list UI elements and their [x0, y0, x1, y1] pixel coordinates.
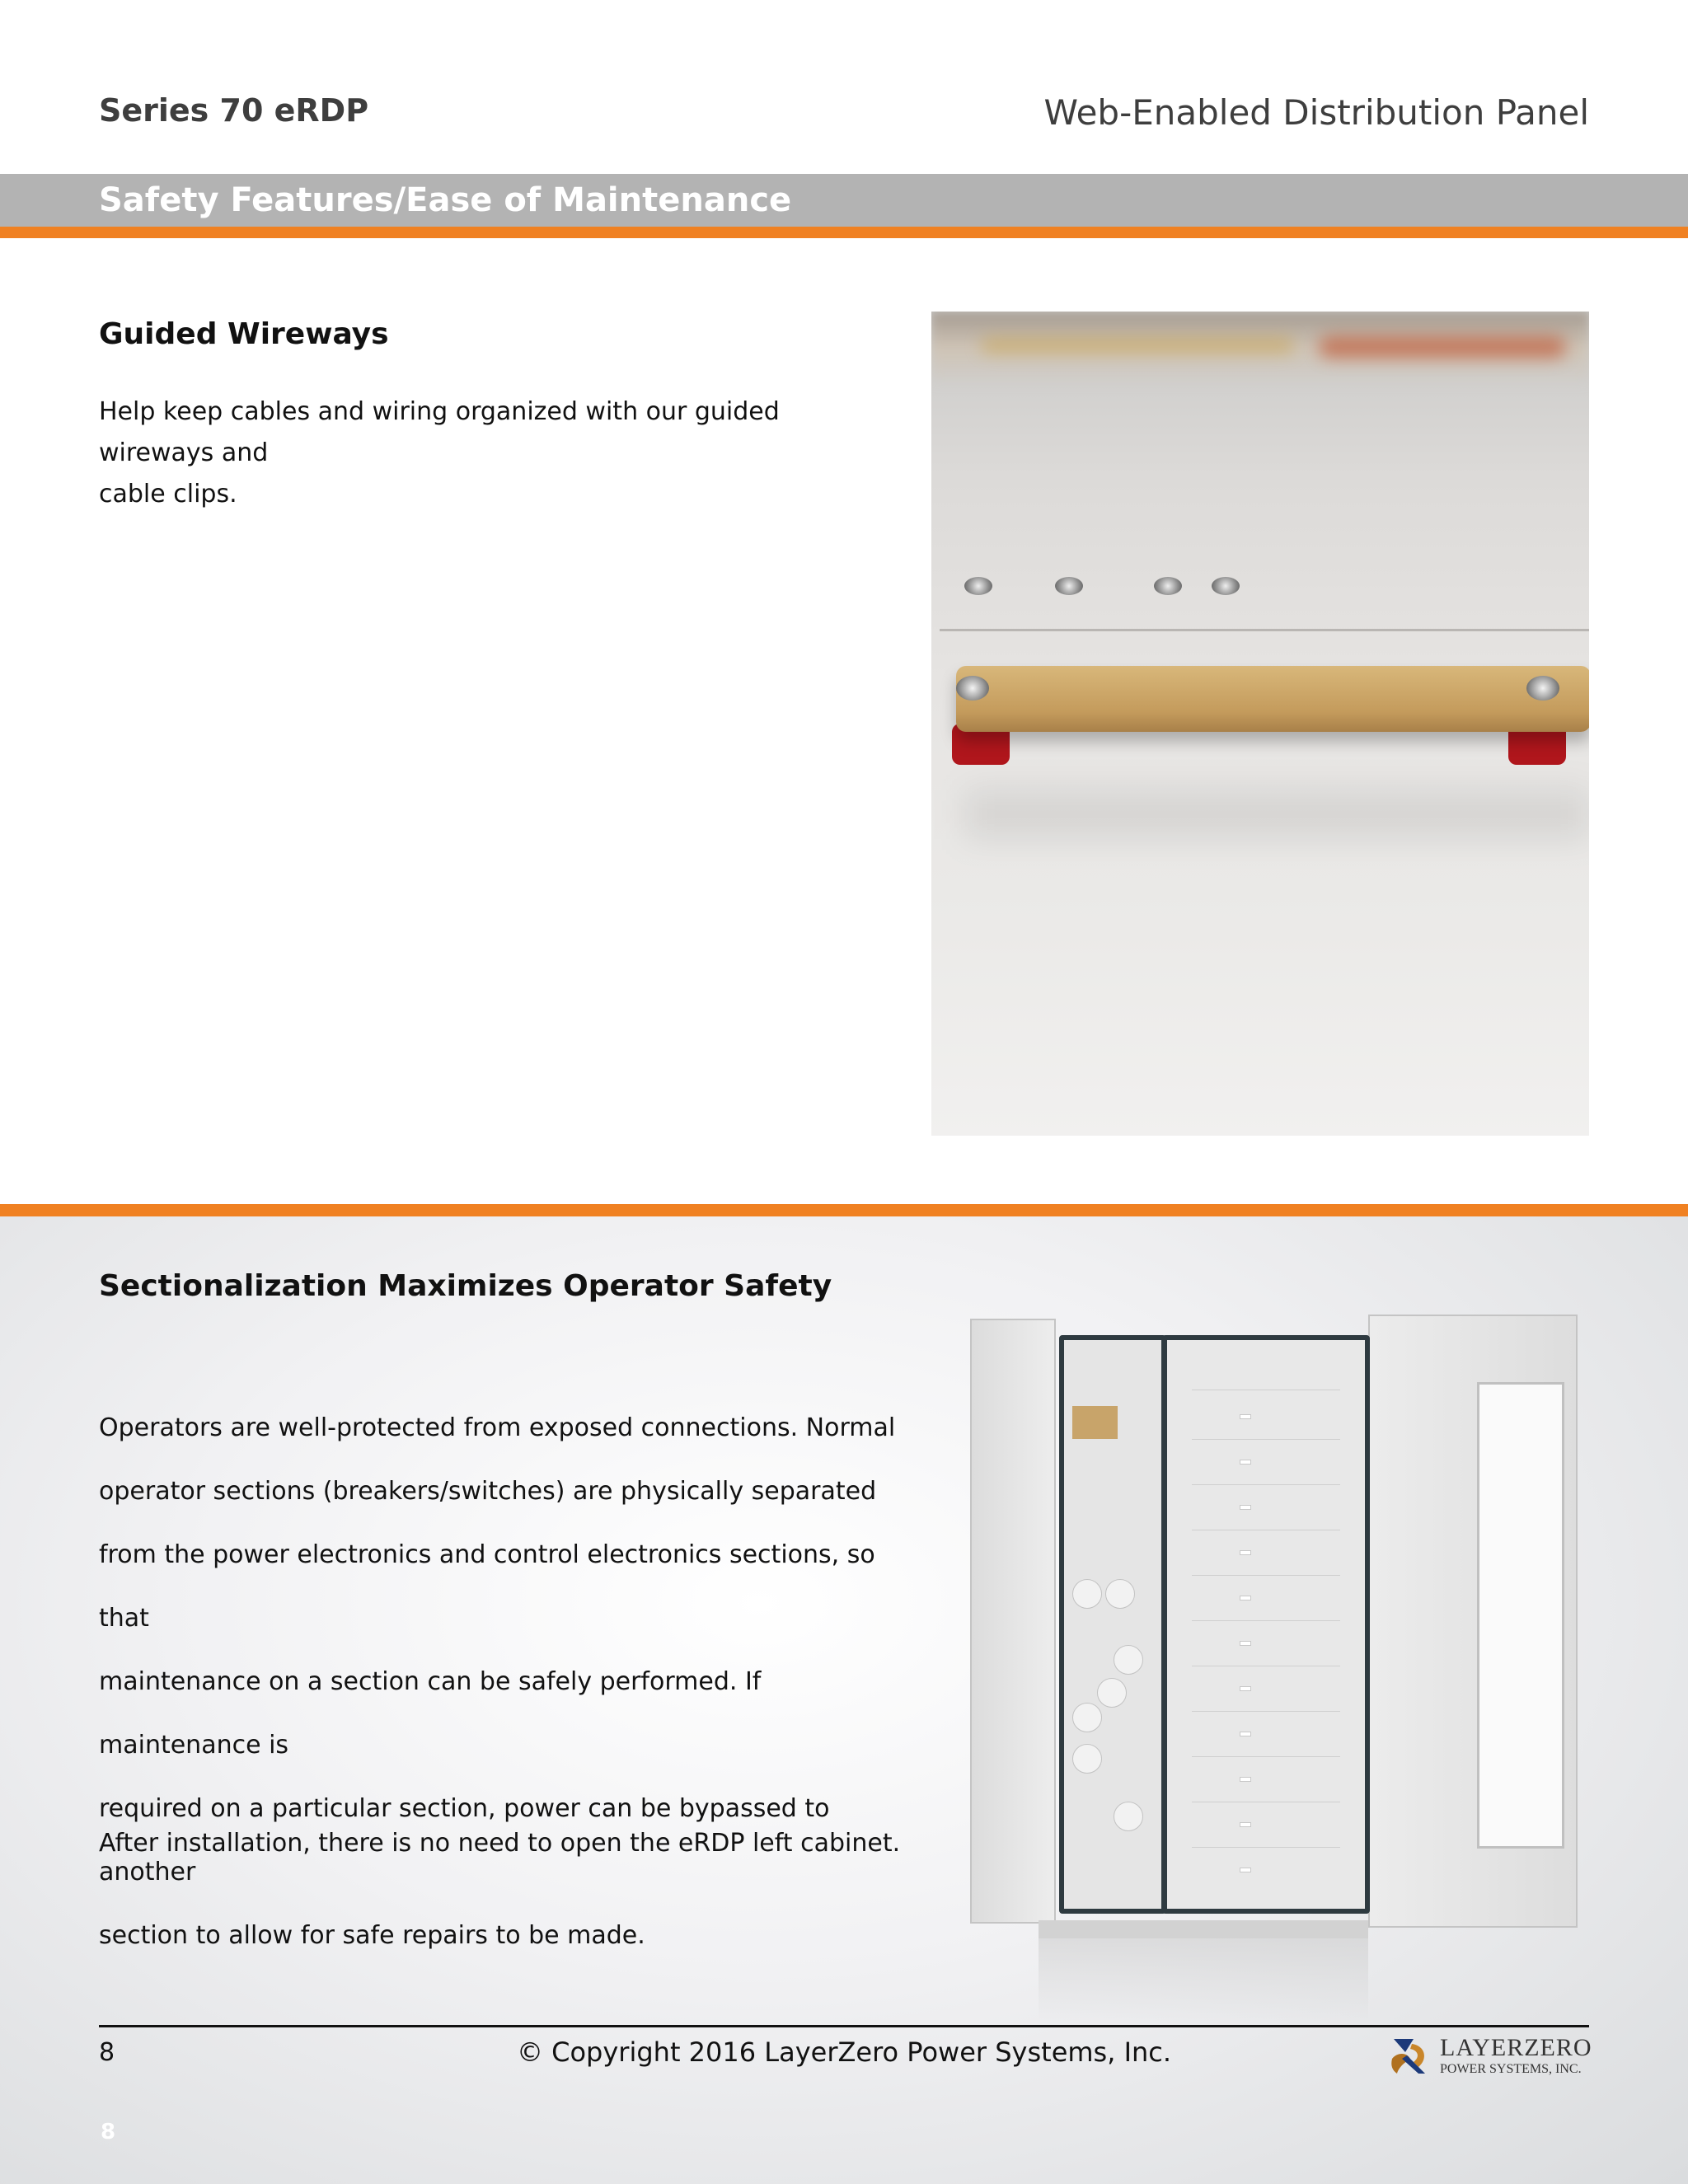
- logo-company-sub: POWER SYSTEMS, INC.: [1440, 2062, 1582, 2076]
- orange-divider-top: [0, 227, 1688, 238]
- sectionalization-body-line: section to allow for safe repairs to be made.: [99, 1921, 645, 1950]
- cabinet-terminal-plate: [1072, 1406, 1118, 1439]
- sectionalization-body-line: maintenance on a section can be safely performed. If maintenance is: [99, 1667, 762, 1760]
- footer-rule: [99, 2025, 1589, 2027]
- cabinet-knockout: [1114, 1802, 1143, 1831]
- photo-bolt: [1526, 676, 1559, 701]
- layerzero-logo-icon: [1389, 2034, 1432, 2077]
- cabinet-left-door: [970, 1319, 1056, 1924]
- guided-wireways-heading: Guided Wireways: [99, 317, 389, 351]
- photo-nut: [964, 577, 992, 595]
- sectionalization-body-line: from the power electronics and control electronics sections, so that: [99, 1540, 875, 1633]
- section-title: Safety Features/Ease of Maintenance: [99, 181, 792, 219]
- cabinet-right-section: [1162, 1335, 1370, 1914]
- sectionalization-heading: Sectionalization Maximizes Operator Safety: [99, 1269, 832, 1303]
- sectionalization-body: [99, 1396, 923, 1967]
- photo-nut: [1212, 577, 1240, 595]
- photo-cable-red: [1319, 336, 1566, 358]
- watermark-page-number: 8: [101, 2120, 116, 2144]
- document-product-title: Web-Enabled Distribution Panel: [1043, 92, 1589, 133]
- cabinet-door-window: [1477, 1382, 1564, 1849]
- photo-shadow: [964, 790, 1589, 839]
- cabinet-knockout: [1097, 1678, 1127, 1708]
- photo-nut: [1055, 577, 1083, 595]
- guided-wireways-body: [99, 391, 890, 515]
- photo-bolt: [956, 676, 989, 701]
- guided-body-line: cable clips.: [99, 480, 237, 509]
- sectionalization-note: After installation, there is no need to open the eRDP left cabinet.: [99, 1829, 901, 1858]
- cabinet-reflection: [1039, 1938, 1368, 2021]
- cabinet-right-door: [1368, 1315, 1578, 1928]
- cabinet-knockout: [1072, 1744, 1102, 1774]
- sectionalization-body-line: required on a particular section, power can be bypassed to another: [99, 1794, 830, 1886]
- photo-cable-yellow: [981, 338, 1294, 353]
- layerzero-logo: [1389, 2031, 1591, 2082]
- cabinet-left-section: [1059, 1335, 1166, 1914]
- photo-nut: [1154, 577, 1182, 595]
- photo-cable-clip-board: [956, 666, 1589, 732]
- copyright-notice: © Copyright 2016 LayerZero Power Systems, Inc.: [516, 2036, 1172, 2068]
- cabinet-knockout: [1105, 1579, 1135, 1609]
- logo-company-name: LAYERZERO: [1440, 2034, 1592, 2061]
- cabinet-knockout: [1072, 1579, 1102, 1609]
- sectionalization-body-line: Operators are well-protected from exposed connections. Normal: [99, 1413, 896, 1442]
- cabinet-base: [1039, 1920, 1368, 1938]
- guided-body-line: Help keep cables and wiring organized with our guided wireways and: [99, 397, 780, 467]
- photo-shelf-edge: [940, 629, 1589, 631]
- cabinet-photo: [964, 1310, 1582, 2027]
- cabinet-knockout: [1072, 1703, 1102, 1732]
- cabinet-knockout: [1114, 1645, 1143, 1675]
- orange-divider-middle: [0, 1204, 1688, 1216]
- sectionalization-body-line: operator sections (breakers/switches) are physically separated: [99, 1477, 877, 1506]
- page-number: 8: [99, 2038, 115, 2067]
- document-series-title: Series 70 eRDP: [99, 92, 369, 129]
- guided-wireway-photo: [931, 312, 1589, 1136]
